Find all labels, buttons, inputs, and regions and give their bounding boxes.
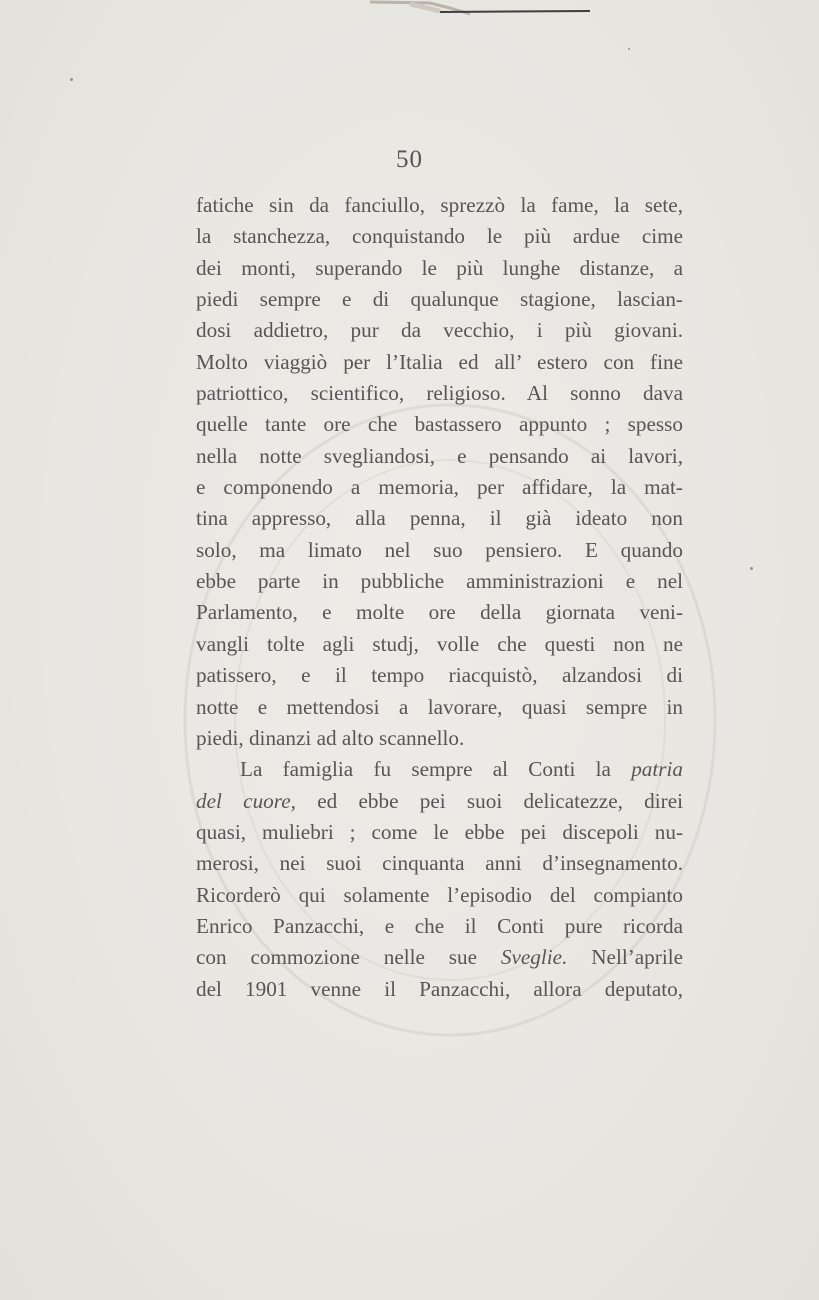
text-fragment: La famiglia fu sempre al Conti la xyxy=(240,757,611,782)
italic-text: del cuore, xyxy=(196,788,296,813)
italic-text: patria xyxy=(631,757,683,782)
text-line: quelle tante ore che bastassero appunto ; spesso xyxy=(196,412,683,437)
text-line: notte e mettendosi a lavorare, quasi sempre in xyxy=(196,694,683,719)
text-line: Molto viaggiò per l’Italia ed all’ estero con fine xyxy=(196,349,683,374)
italic-text: Sveglie. xyxy=(500,945,568,970)
binding-edge-mark xyxy=(370,0,600,22)
text-line: nella notte svegliandosi, e pensando ai lavori, xyxy=(196,443,683,468)
text-line: dei monti, superando le più lunghe distanze, a xyxy=(196,255,683,280)
text-line: quasi, muliebri ; come le ebbe pei discepoli nu- xyxy=(196,819,683,844)
text-line: merosi, nei suoi cinquanta anni d’insegnamento. xyxy=(196,851,683,876)
body-text xyxy=(196,190,683,1005)
text-line: Parlamento, e molte ore della giornata veni- xyxy=(196,600,683,625)
text-line: fatiche sin da fanciullo, sprezzò la fame, la sete, xyxy=(196,193,683,217)
text-line: piedi sempre e di qualunque stagione, lascian- xyxy=(196,287,683,312)
text-line: del 1901 venne il Panzacchi, allora deputato, xyxy=(196,976,683,1001)
text-line: tina appresso, alla penna, il già ideato non xyxy=(196,506,683,531)
text-fragment: Nell’aprile xyxy=(591,945,683,970)
text-line: patissero, e il tempo riacquistò, alzandosi di xyxy=(196,663,683,688)
text-line: Ricorderò qui solamente l’episodio del compianto xyxy=(196,882,683,907)
text-line xyxy=(196,754,683,785)
text-line: e componendo a memoria, per affidare, la mat- xyxy=(196,475,683,500)
text-line xyxy=(196,942,683,973)
page-number: 50 xyxy=(396,146,423,173)
text-line: dosi addietro, pur da vecchio, i più giovani. xyxy=(196,318,683,343)
text-line: patriottico, scientifico, religioso. Al sonno dava xyxy=(196,381,683,406)
text-line: solo, ma limato nel suo pensiero. E quando xyxy=(196,537,683,562)
text-fragment: con commozione nelle sue xyxy=(196,945,478,970)
text-fragment: ed ebbe pei suoi delicatezze, direi xyxy=(317,788,684,813)
text-line: ebbe parte in pubbliche amministrazioni e nel xyxy=(196,569,683,594)
text-line: vangli tolte agli studj, volle che questi non ne xyxy=(196,631,683,656)
text-line: piedi, dinanzi ad alto scannello. xyxy=(196,725,465,750)
text-line xyxy=(196,786,683,817)
text-line: la stanchezza, conquistando le più ardue cime xyxy=(196,224,683,249)
text-line: Enrico Panzacchi, e che il Conti pure ricorda xyxy=(196,913,683,938)
